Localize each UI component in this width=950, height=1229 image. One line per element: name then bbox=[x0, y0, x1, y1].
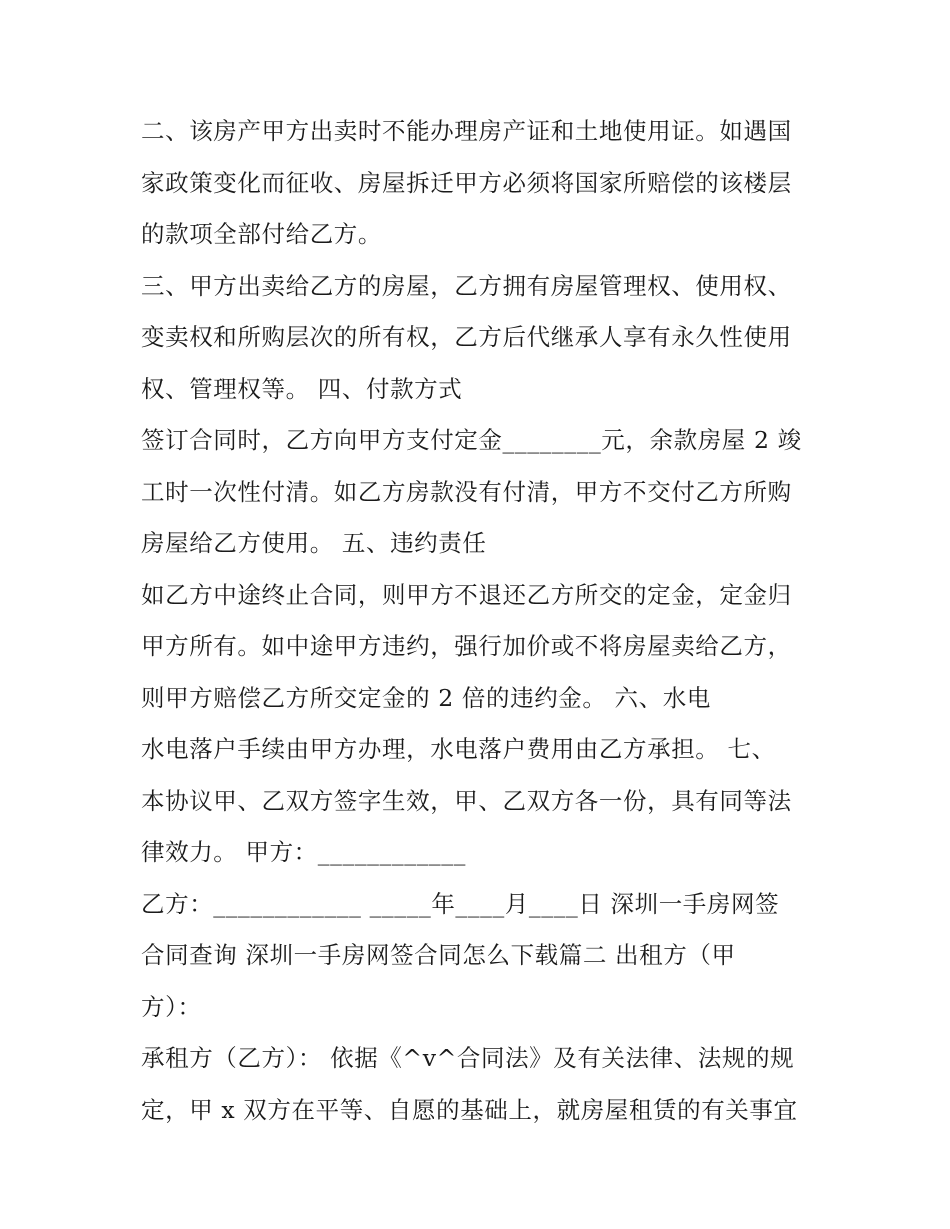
text-line: 工时一次性付清。如乙方房款没有付清，甲方不交付乙方所购 bbox=[141, 477, 792, 506]
text-line: 家政策变化而征收、房屋拆迁甲方必须将国家所赔偿的该楼层 bbox=[141, 168, 792, 197]
text-line: 水电落户手续由甲方办理，水电落户费用由乙方承担。 七、 bbox=[141, 735, 776, 763]
text-line: 如乙方中途终止合同，则甲方不退还乙方所交的定金，定金归 bbox=[141, 580, 792, 609]
text-line: 合同查询 深圳一手房网签合同怎么下载篇二 出租方（甲 bbox=[141, 941, 736, 969]
text-line: 承租方（乙方）： 依据《^v^合同法》及有关法律、法规的规 bbox=[141, 1044, 795, 1072]
text-line: 甲方所有。如中途甲方违约，强行加价或不将房屋卖给乙方， bbox=[141, 632, 792, 660]
text-line: 房屋给乙方使用。 五、违约责任 bbox=[141, 529, 487, 557]
text-line: 二、该房产甲方出卖时不能办理房产证和土地使用证。如遇国 bbox=[141, 117, 792, 145]
text-line: 乙方：____________ _____年____月____日 深圳一手房网签 bbox=[141, 889, 780, 918]
text-line: 定，甲 x 双方在平等、自愿的基础上，就房屋租赁的有关事宜 bbox=[141, 1095, 798, 1124]
text-line: 则甲方赔偿乙方所交定金的 2 倍的违约金。 六、水电 bbox=[141, 683, 711, 712]
text-line: 本协议甲、乙双方签字生效，甲、乙双方各一份，具有同等法 bbox=[141, 786, 792, 815]
text-line: 的款项全部付给乙方。 bbox=[141, 220, 382, 248]
text-line: 权、管理权等。 四、付款方式 bbox=[141, 374, 463, 403]
document-body bbox=[141, 106, 813, 1136]
text-line: 律效力。 甲方：____________ bbox=[141, 838, 466, 866]
text-line: 三、甲方出卖给乙方的房屋，乙方拥有房屋管理权、使用权、 bbox=[141, 271, 792, 300]
text-line: 变卖权和所购层次的所有权，乙方后代继承人享有永久性使用 bbox=[141, 323, 792, 351]
text-line: 签订合同时，乙方向甲方支付定金________元，余款房屋 2 竣 bbox=[141, 426, 802, 454]
text-line: 方）： bbox=[141, 992, 202, 1021]
